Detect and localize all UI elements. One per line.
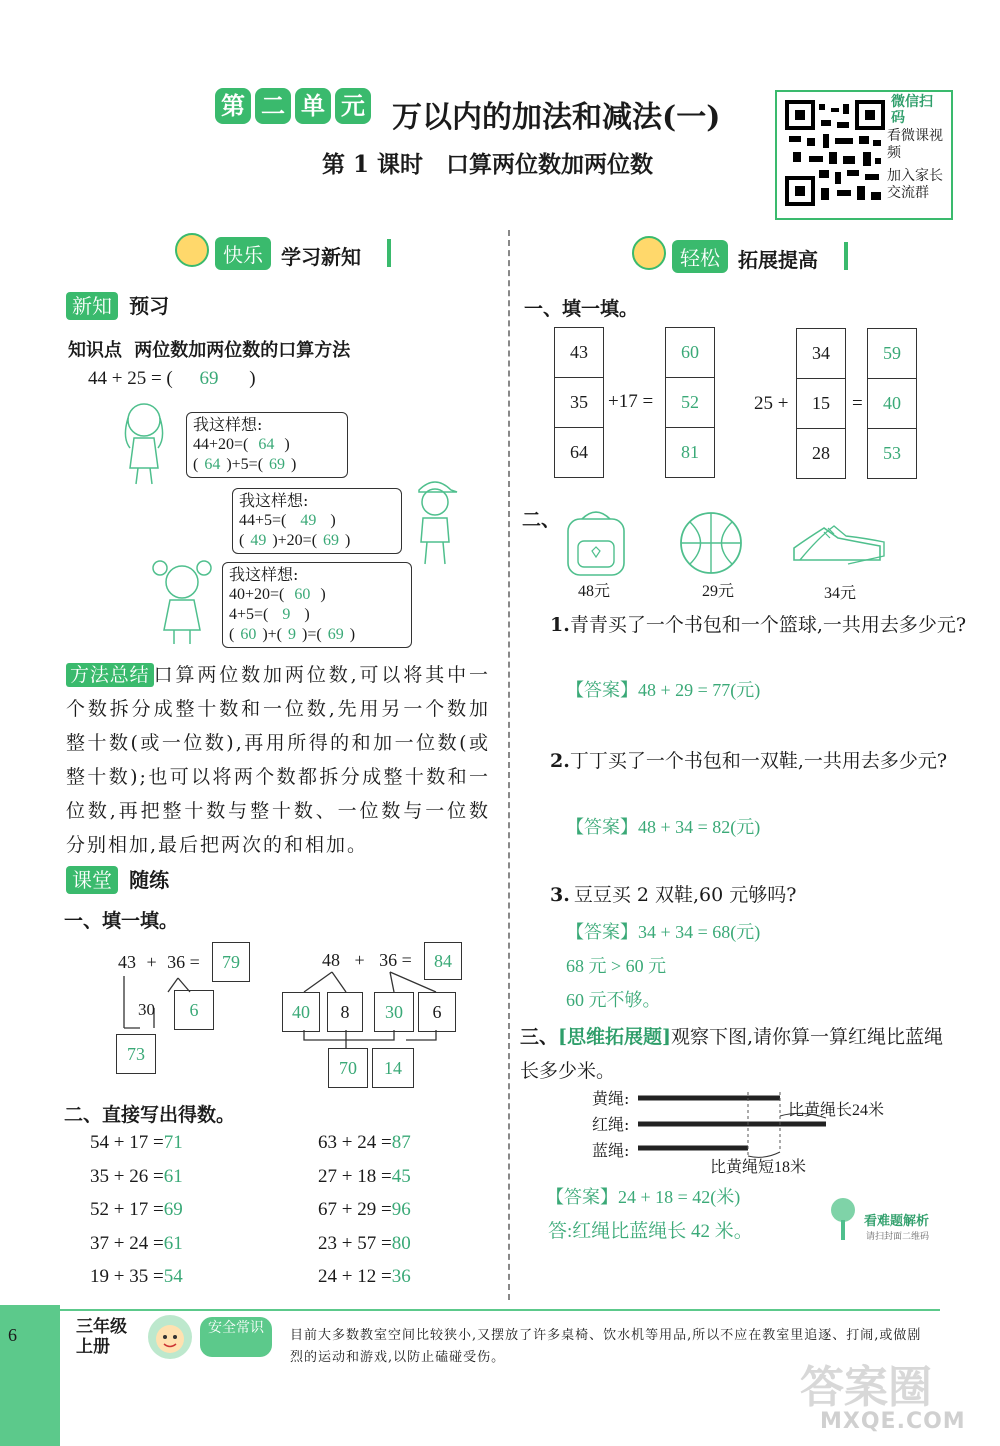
bubble-answer: 9 bbox=[288, 626, 297, 643]
qr-code-icon[interactable] bbox=[785, 100, 885, 206]
calc-expression: 35 + 26 = bbox=[90, 1165, 164, 1187]
tree2-split-box: 40 bbox=[282, 992, 320, 1032]
knowledge-point bbox=[68, 336, 350, 362]
calc-item bbox=[90, 1166, 183, 1188]
answer-tag: 【答案】 bbox=[566, 817, 638, 837]
calc-item bbox=[90, 1132, 183, 1154]
calc-expression: 63 + 24 = bbox=[318, 1132, 392, 1153]
method-text: 口算两位数加两位数,可以将其中一个数拆分成整十数和一位数,先用另一个数加整十数(或一位数),再用所得的和加一位数(或整十数);也可以将两个数都拆分成整十数和一位数,再把整十数与整十数、一位数与一位数分别相加,最后把两次的和相加。 bbox=[66, 664, 490, 856]
mascot-icon bbox=[146, 1313, 194, 1361]
bubble-answer: 49 bbox=[300, 512, 317, 529]
tree-num: 48 bbox=[322, 950, 340, 970]
calc-item bbox=[90, 1233, 183, 1255]
bubble-text: ) bbox=[304, 606, 310, 623]
answer-text: 48 + 29 = 77(元) bbox=[638, 680, 761, 700]
grade-text: 三年级 bbox=[76, 1317, 127, 1337]
girl-illustration-icon bbox=[112, 398, 178, 488]
ketang-tag: 课堂 bbox=[66, 866, 118, 894]
basketball-icon bbox=[676, 508, 746, 578]
q3-tag: [思维拓展题] bbox=[558, 1026, 671, 1048]
example-q: 44 + 25 = ( bbox=[88, 368, 173, 389]
tree1-result-box: 79 bbox=[212, 942, 250, 982]
calc-expression: 24 + 12 = bbox=[318, 1266, 392, 1287]
bubble-text: )+20=( bbox=[272, 532, 318, 549]
bubble-text: ( bbox=[229, 626, 235, 643]
grid-cell: 53 bbox=[883, 443, 901, 463]
tree2-result-box: 84 bbox=[424, 942, 462, 980]
knowledge-title: 两位数加两位数的口算方法 bbox=[134, 340, 351, 361]
answer-2 bbox=[566, 813, 760, 839]
ketang-title: 随练 bbox=[129, 868, 170, 892]
grid-cell: 28 bbox=[812, 443, 830, 463]
section-bar bbox=[387, 239, 391, 267]
grade-label bbox=[76, 1317, 127, 1357]
sneakers-icon bbox=[788, 508, 888, 578]
kid-icon bbox=[632, 236, 666, 270]
tree-op: + bbox=[354, 950, 365, 970]
thought-bubble-2 bbox=[232, 488, 402, 554]
calc-answer: 71 bbox=[163, 1132, 183, 1153]
calc-answer: 45 bbox=[391, 1165, 411, 1187]
qr-line2: 加入家长交流群 bbox=[887, 168, 943, 201]
answer-3 bbox=[566, 915, 760, 1017]
tree-num: 36 bbox=[379, 950, 398, 970]
method-summary bbox=[66, 658, 490, 862]
answer-tag: 【答案】 bbox=[546, 1187, 618, 1207]
bubble-text: 44+20=( bbox=[193, 436, 249, 453]
left-q1-title: 一、填一填。 bbox=[64, 910, 179, 932]
q3-final-answer: 答:红绳比蓝绳长 42 米。 bbox=[548, 1221, 753, 1242]
ketang-head bbox=[66, 864, 169, 893]
right-q2-label: 二、 bbox=[522, 509, 561, 531]
grid-cell: 59 bbox=[868, 329, 916, 379]
rope-label-blue: 蓝绳: bbox=[592, 1141, 630, 1160]
calc-answer: 36 bbox=[391, 1266, 411, 1287]
bubble-title: 我这样想: bbox=[193, 415, 263, 434]
bubble-text: ( bbox=[239, 532, 245, 549]
calc-answer: 54 bbox=[163, 1266, 183, 1287]
q3-text: 观察下图,请你算一算红绳比蓝绳长多少米。 bbox=[520, 1026, 944, 1082]
xinzhi-head bbox=[66, 290, 169, 319]
bubble-title: 我这样想: bbox=[229, 565, 299, 584]
tree2-bottom-box: 70 bbox=[328, 1048, 368, 1088]
footer bbox=[0, 1305, 1000, 1446]
bubble-text: ) bbox=[345, 532, 351, 549]
boy-illustration-icon bbox=[405, 472, 465, 568]
bubble-text: ) bbox=[291, 456, 297, 473]
calc-answer: 69 bbox=[163, 1199, 183, 1220]
problem-3 bbox=[550, 880, 950, 907]
calc-expression: 23 + 57 = bbox=[318, 1232, 392, 1254]
thought-bubble-3 bbox=[222, 562, 412, 648]
unit-badge-char: 第 bbox=[215, 88, 251, 124]
answer-text: 24 + 18 = 42(米) bbox=[618, 1187, 741, 1207]
problem-num: 1. bbox=[550, 614, 570, 636]
grid-cell: 40 bbox=[868, 379, 916, 429]
bubble-title: 我这样想: bbox=[239, 491, 309, 510]
bubble-text: 4+5=( bbox=[229, 606, 269, 623]
price-label: 34元 bbox=[824, 585, 857, 602]
bubble-answer: 60 bbox=[294, 586, 311, 603]
bubble-answer: 49 bbox=[250, 532, 267, 549]
problem-text: 豆豆买 2 双鞋,60 元够吗? bbox=[573, 884, 797, 906]
grid-cell: 60 bbox=[666, 328, 714, 378]
tree1-split2-box: 6 bbox=[174, 990, 214, 1030]
calc-answer: 80 bbox=[391, 1232, 411, 1254]
rope-note-longer: 比黄绳长24米 bbox=[788, 1102, 885, 1119]
tree1-split1: 30 bbox=[138, 1000, 155, 1019]
calc-item bbox=[318, 1166, 411, 1188]
xinzhi-tag: 新知 bbox=[66, 292, 118, 320]
grid-cell: 34 bbox=[797, 329, 845, 379]
hint-sub: 请扫封面二维码 bbox=[866, 1232, 930, 1242]
left-q2-title: 二、直接写出得数。 bbox=[64, 1104, 236, 1126]
bubble-answer: 9 bbox=[282, 606, 291, 623]
problem-num: 3. bbox=[550, 884, 570, 906]
section-title: 拓展提高 bbox=[738, 248, 818, 272]
tree2-split-box: 8 bbox=[327, 992, 363, 1032]
tree2-split-box: 6 bbox=[418, 992, 456, 1032]
grid-cell: 81 bbox=[681, 442, 699, 462]
calc-item bbox=[90, 1199, 183, 1221]
tree1-equation bbox=[118, 952, 200, 973]
girl-pigtails-illustration-icon bbox=[146, 556, 218, 648]
grid2-equals: = bbox=[852, 393, 863, 414]
bubble-answer: 69 bbox=[269, 456, 286, 473]
bubble-answer: 64 bbox=[258, 436, 275, 453]
bubble-text: ) bbox=[330, 512, 336, 529]
rope-label-red: 红绳: bbox=[592, 1115, 630, 1134]
answer-tag: 【答案】 bbox=[566, 680, 638, 700]
thought-bubble-1 bbox=[186, 412, 348, 478]
calc-expression: 52 + 17 = bbox=[90, 1199, 164, 1220]
xinzhi-title: 预习 bbox=[129, 294, 170, 318]
tree-icon bbox=[828, 1194, 858, 1244]
calc-answer: 61 bbox=[163, 1232, 183, 1254]
calc-expression: 54 + 17 = bbox=[90, 1132, 164, 1153]
grid-cell: 52 bbox=[666, 378, 714, 428]
watermark-site: MXQE.COM bbox=[820, 1409, 966, 1434]
bubble-answer: 64 bbox=[204, 456, 221, 473]
calc-item bbox=[318, 1199, 411, 1221]
unit-badge-char: 二 bbox=[255, 88, 291, 124]
q3-prompt bbox=[520, 1020, 946, 1088]
qr-panel bbox=[775, 90, 953, 220]
hint-label: 看难题解析 bbox=[864, 1214, 930, 1229]
bubble-text: ( bbox=[193, 456, 199, 473]
safety-badge: 安全常识 bbox=[200, 1317, 272, 1357]
lesson-title: 第 1 课时 口算两位数加两位数 bbox=[322, 151, 654, 178]
bubble-text: ) bbox=[349, 626, 356, 643]
calc-expression: 19 + 35 = bbox=[90, 1266, 164, 1287]
example-close: ) bbox=[249, 368, 256, 389]
answer-text: 60 元不够。 bbox=[566, 990, 661, 1010]
answer-text: 48 + 34 = 82(元) bbox=[638, 817, 761, 837]
grid2-left-column bbox=[796, 328, 846, 479]
calc-item bbox=[318, 1132, 411, 1154]
unit-badge-char: 单 bbox=[295, 88, 331, 124]
bubble-answer: 69 bbox=[323, 532, 340, 549]
volume-text: 上册 bbox=[76, 1337, 110, 1357]
tree-num: 36 bbox=[167, 952, 186, 972]
calc-expression: 67 + 29 = bbox=[318, 1199, 392, 1220]
calc-expression: 37 + 24 = bbox=[90, 1232, 164, 1254]
grid2-prefix: 25 + bbox=[754, 393, 789, 414]
answer-text: 34 + 34 = 68(元) bbox=[638, 922, 761, 942]
kid-icon bbox=[175, 233, 209, 267]
page-number: 6 bbox=[8, 1325, 17, 1345]
footer-rule bbox=[60, 1309, 940, 1311]
right-q1-title: 一、填一填。 bbox=[524, 298, 639, 320]
example-equation bbox=[88, 368, 256, 390]
grid-cell: 43 bbox=[555, 328, 603, 378]
calc-item bbox=[318, 1266, 411, 1288]
calc-answer: 61 bbox=[163, 1165, 183, 1187]
unit-badge bbox=[215, 88, 375, 124]
bubble-text: ) bbox=[284, 436, 290, 453]
qr-line1: 看微课视频 bbox=[887, 128, 943, 161]
rope-note-shorter: 比黄绳短18米 bbox=[710, 1159, 807, 1176]
calc-answer: 96 bbox=[391, 1199, 411, 1220]
price-label: 29元 bbox=[702, 583, 735, 600]
section-title: 学习新知 bbox=[281, 245, 361, 269]
answer-text: 68 元 > 60 元 bbox=[566, 956, 667, 976]
qr-wechat-label: 微信扫码 bbox=[891, 94, 933, 126]
example-answer: 69 bbox=[199, 368, 219, 389]
tree-num: 43 bbox=[118, 952, 136, 972]
grid1-right-column bbox=[665, 327, 715, 478]
answer-tag: 【答案】 bbox=[566, 922, 638, 942]
price-label: 48元 bbox=[578, 583, 611, 600]
tree2-split-box: 30 bbox=[374, 992, 414, 1032]
bubble-text: 44+5=( bbox=[239, 512, 287, 529]
bubble-text: 40+20=( bbox=[229, 586, 285, 603]
tree-eq: = bbox=[189, 952, 200, 972]
grid-cell: 15 bbox=[797, 379, 845, 429]
bubble-text: )=( bbox=[302, 626, 322, 643]
bubble-text: )+5=( bbox=[226, 456, 264, 473]
tree-eq: = bbox=[401, 950, 412, 970]
tree1-bottom-box: 73 bbox=[116, 1034, 156, 1074]
grid1-left-column bbox=[554, 327, 604, 478]
grid-cell: 35 bbox=[555, 378, 603, 428]
grid2-right-column bbox=[867, 328, 917, 479]
section-tag: 轻松 bbox=[672, 240, 728, 273]
calc-item bbox=[318, 1233, 411, 1255]
section-bar bbox=[844, 242, 848, 270]
bubble-text: )+( bbox=[262, 626, 283, 643]
problem-2 bbox=[550, 744, 972, 778]
column-divider bbox=[508, 230, 510, 1300]
section-tag: 快乐 bbox=[215, 237, 271, 270]
tree-op: + bbox=[146, 952, 157, 972]
bubble-text: ) bbox=[320, 586, 326, 603]
method-tag: 方法总结 bbox=[66, 663, 154, 687]
q3-answer bbox=[546, 1183, 740, 1209]
calc-expression: 27 + 18 = bbox=[318, 1165, 392, 1187]
grid-cell: 64 bbox=[570, 442, 588, 462]
problem-text: 丁丁买了一个书包和一双鞋,一共用去多少元? bbox=[569, 750, 948, 772]
unit-badge-char: 元 bbox=[335, 88, 371, 124]
backpack-icon bbox=[556, 505, 636, 579]
bubble-answer: 60 bbox=[240, 626, 257, 643]
problem-num: 2. bbox=[550, 750, 570, 772]
watermark-logo: 答案圈 bbox=[800, 1362, 932, 1413]
knowledge-label: 知识点 bbox=[68, 340, 122, 361]
tree2-bottom-box: 14 bbox=[372, 1048, 414, 1088]
q3-label: 三、 bbox=[520, 1026, 559, 1048]
safety-tip: 目前大多数教室空间比较狭小,又摆放了许多桌椅、饮水机等用品,所以不应在教室里追逐、打闹,或做剧烈的运动和游戏,以防止磕碰受伤。 bbox=[290, 1328, 922, 1365]
bubble-answer: 69 bbox=[327, 626, 344, 643]
unit-title: 万以内的加法和减法(一) bbox=[392, 100, 721, 135]
problem-1 bbox=[550, 608, 972, 642]
calc-item bbox=[90, 1266, 183, 1288]
problem-text: 青青买了一个书包和一个篮球,一共用去多少元? bbox=[569, 614, 967, 636]
answer-1 bbox=[566, 676, 760, 702]
grid1-operator: +17 = bbox=[608, 391, 654, 412]
rope-label-yellow: 黄绳: bbox=[592, 1089, 630, 1108]
calc-answer: 87 bbox=[391, 1132, 411, 1153]
